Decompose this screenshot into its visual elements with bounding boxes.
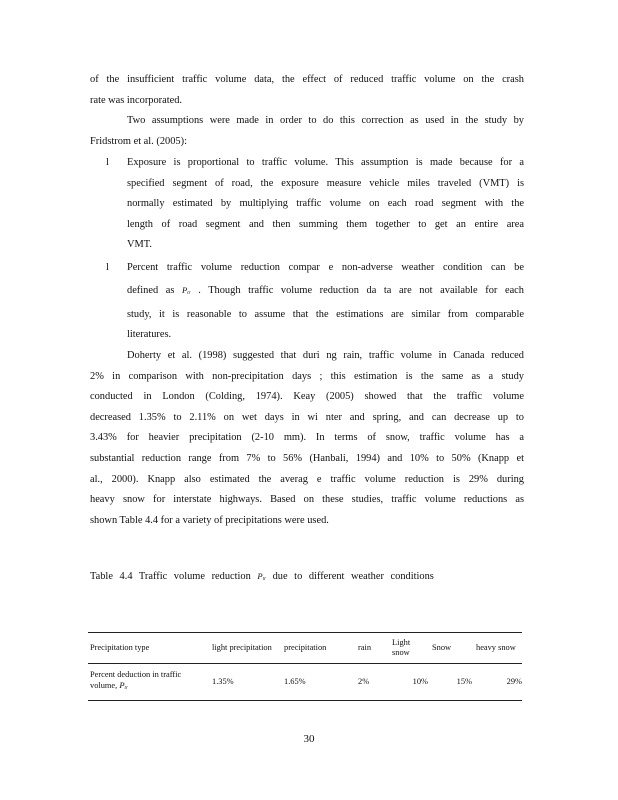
header-cell: Light snow (390, 633, 430, 664)
bullet-item-percent-reduction (106, 258, 524, 346)
header-cell: rain (356, 633, 390, 664)
text-line: shown Table 4.4 for a variety of precipitations were used. (90, 514, 329, 526)
text-line: specified segment of road, the exposure measure vehicle miles traveled (VMT) is (127, 177, 524, 189)
table-caption (90, 571, 434, 582)
header-cell: heavy snow (474, 633, 522, 664)
caption-text: due to different weather conditions (272, 571, 434, 582)
row-label-text: Percent deduction in traffic volume, (90, 670, 182, 690)
text-line: decreased 1.35% to 2.11% on wet days in wi nter and spring, and can decrease up to (90, 411, 524, 423)
bullet-marker: l (106, 262, 109, 273)
text-line: rate was incorporated. (90, 94, 183, 106)
value-cell: 2% (356, 664, 390, 701)
symbol-p-tr (182, 285, 191, 295)
header-cell: precipitation (282, 633, 356, 664)
symbol-main: P (119, 680, 125, 690)
caption-symbol (257, 571, 266, 581)
doherty-paragraph (90, 346, 524, 531)
text-line: VMT. (127, 239, 152, 251)
text-line: Two assumptions were made in order to do this correction as used in the study by (127, 115, 524, 126)
text-line: 2% in comparison with non-precipitation days ; this estimation is the same as a study (90, 370, 524, 382)
table-header-row (88, 633, 522, 664)
intro-paragraph (90, 70, 524, 111)
text-line: Doherty et al. (1998) suggested that duri ng rain, traffic volume in Canada reduced (127, 350, 524, 361)
row-label-cell (88, 664, 210, 701)
value-cell: 1.35% (210, 664, 282, 701)
value-cell: 1.65% (282, 664, 356, 701)
text-line: Fridstrom et al. (2005): (90, 135, 187, 147)
text-line: length of road segment and then summing them together to get an entire area (127, 218, 524, 230)
header-cell: Precipitation type (88, 633, 210, 664)
text-line: al., 2000). Knapp also estimated the averag e traffic volume reduction is 29% during (90, 473, 524, 485)
row-label-symbol (119, 680, 128, 690)
traffic-volume-table (88, 632, 522, 701)
header-cell: Snow (430, 633, 474, 664)
symbol-main: P (257, 571, 263, 581)
text-line: conducted in London (Colding, 1974). Keay (2005) showed that the traffic volume (90, 391, 524, 403)
header-cell: light precipitation (210, 633, 282, 664)
symbol-subscript: tr (187, 290, 191, 296)
text-line: study, it is reasonable to assume that the estimations are similar from comparable (127, 308, 524, 320)
text-fragment: defined as (127, 284, 175, 296)
value-cell: 29% (474, 664, 522, 701)
text-line: heavy snow for interstate highways. Based on these studies, traffic volume reductions as (90, 494, 524, 506)
text-line: of the insufficient traffic volume data, the effect of reduced traffic volume on the crash (90, 74, 524, 85)
text-line: substantial reduction range from 7% to 56% (Hanbali, 1994) and 10% to 50% (Knapp et (90, 452, 524, 464)
symbol-subscript: tr (262, 577, 266, 582)
table-row (88, 664, 522, 701)
text-line: 3.43% for heavier precipitation (2-10 mm). In terms of snow, traffic volume has a (90, 432, 524, 444)
text-fragment: . Though traffic volume reduction da ta are not available for each (198, 284, 524, 296)
bullet-item-exposure (106, 153, 524, 256)
value-cell: 15% (430, 664, 474, 701)
text-line: Percent traffic volume reduction compar e non-adverse weather condition can be (127, 262, 524, 273)
text-line: normally estimated by multiplying traffic volume on each road segment with the (127, 198, 524, 210)
caption-text: Table 4.4 Traffic volume reduction (90, 571, 251, 582)
text-line (127, 279, 524, 305)
text-line: Exposure is proportional to traffic volume. This assumption is made because for a (127, 157, 524, 168)
symbol-subscript: tr (124, 686, 128, 691)
text-line: literatures. (127, 329, 172, 341)
bullet-marker: l (106, 157, 109, 168)
value-cell: 10% (390, 664, 430, 701)
assumptions-paragraph (90, 111, 524, 152)
symbol-main: P (182, 284, 188, 295)
page-number: 30 (303, 733, 315, 745)
